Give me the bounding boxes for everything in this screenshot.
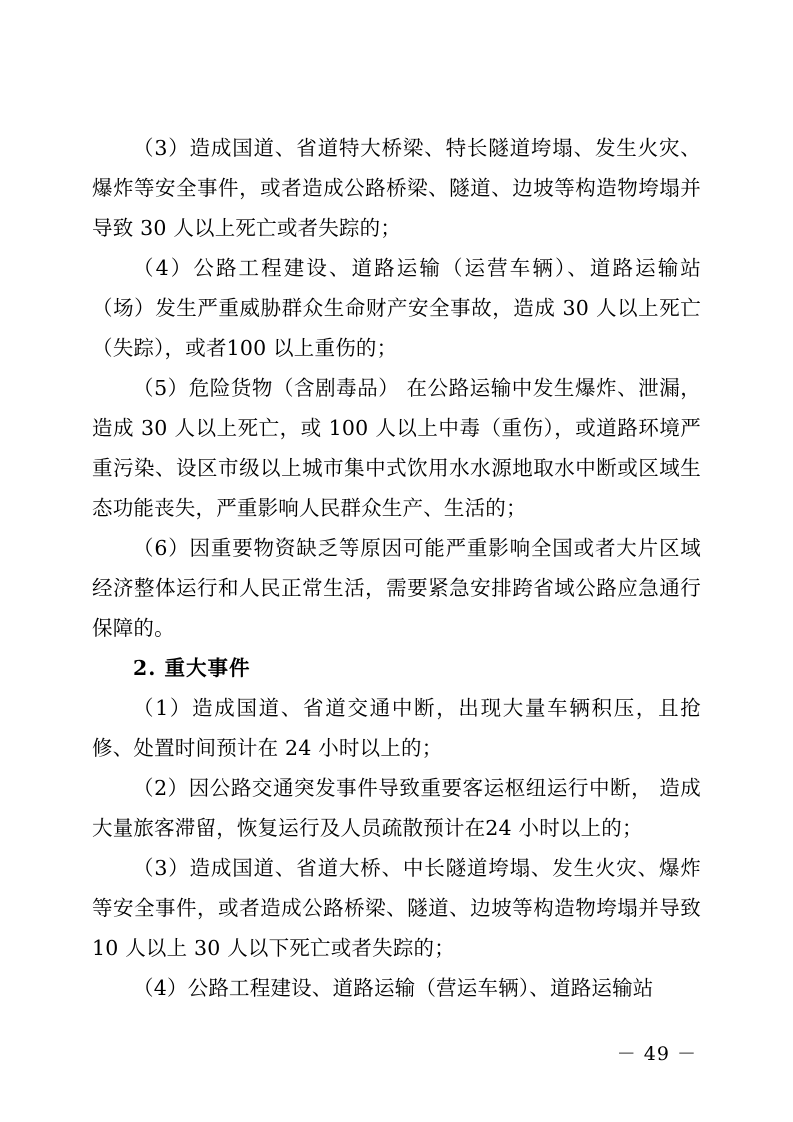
paragraph-8: （2）因公路交通突发事件导致重要客运枢纽运行中断， 造成大量旅客滞留，恢复运行及人员疏散预计在24 小时以上的； <box>92 776 701 840</box>
paragraph-10: （4）公路工程建设、道路运输（营运车辆）、道路运输站 <box>133 976 654 1000</box>
section-heading: 2. 重大事件 <box>133 656 251 680</box>
paragraph-7: （1）造成国道、省道交通中断，出现大量车辆积压，且抢修、处置时间预计在 24 小时以上的； <box>92 696 701 760</box>
paragraph-5: （5）危险货物（含剧毒品） 在公路运输中发生爆炸、泄漏，造成 30 人以上死亡，或 100 人以上中毒（重伤），或道路环境严重污染、设区市级以上城市集中式饮用水水源地取水中断或区域生态功能丧失，严重影响人民群众生产、生活的； <box>92 376 701 520</box>
paragraph-9: （3）造成国道、省道大桥、中长隧道垮塌、发生火灾、爆炸等安全事件，或者造成公路桥梁、隧道、边坡等构造物垮塌并导致 10 人以上 30 人以下死亡或者失踪的； <box>92 856 701 960</box>
paragraph-6: （6）因重要物资缺乏等原因可能严重影响全国或者大片区域经济整体运行和人民正常生活，需要紧急安排跨省域公路应急通行保障的。 <box>92 536 701 640</box>
paragraph-3: （3）造成国道、省道特大桥梁、特长隧道垮塌、发生火灾、爆炸等安全事件，或者造成公路桥梁、隧道、边坡等构造物垮塌并导致 30 人以上死亡或者失踪的； <box>92 136 701 240</box>
page-body <box>92 128 701 1008</box>
paragraph-4: （4）公路工程建设、道路运输（运营车辆）、道路运输站（场）发生严重威胁群众生命财产安全事故，造成 30 人以上死亡（失踪），或者100 以上重伤的； <box>92 256 701 360</box>
page-number: － 49 － <box>616 1043 697 1065</box>
